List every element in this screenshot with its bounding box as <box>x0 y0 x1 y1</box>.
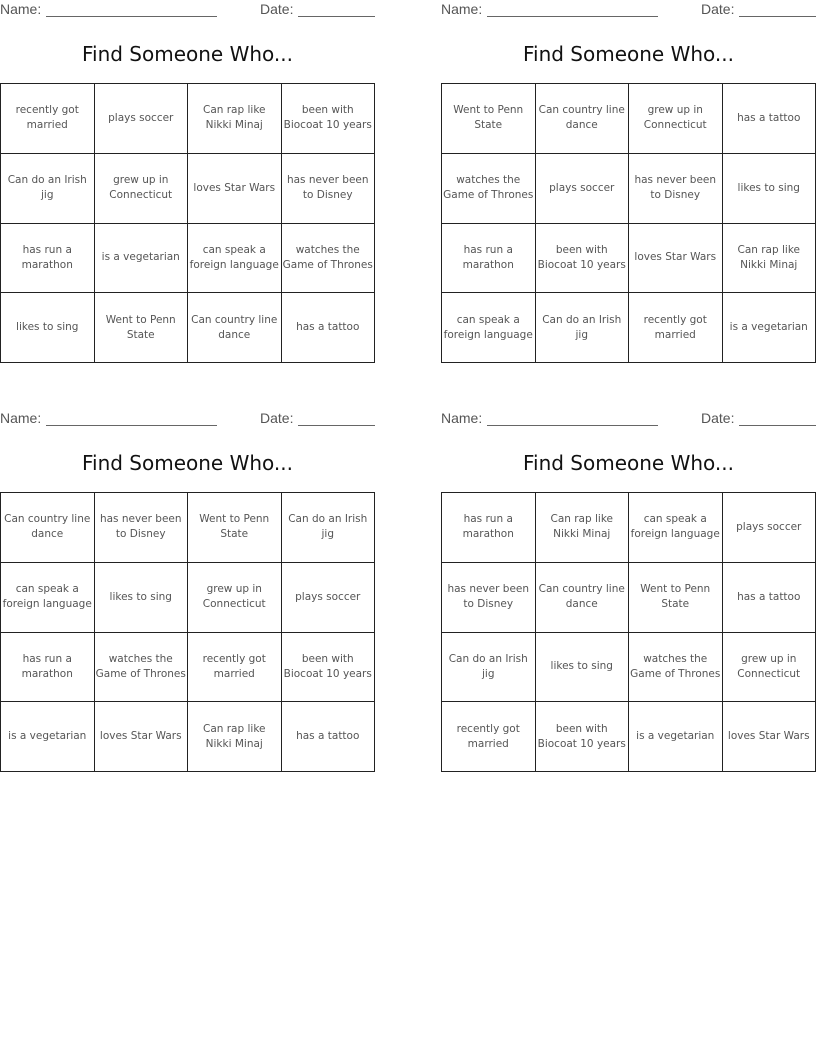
bingo-cell: can speak a foreign language <box>1 563 95 633</box>
bingo-cell: has a tattoo <box>282 702 376 772</box>
bingo-cell: Can country line dance <box>536 84 630 154</box>
bingo-card <box>441 0 816 365</box>
bingo-cell: grew up in Connecticut <box>629 84 723 154</box>
bingo-cell: has never been to Disney <box>442 563 536 633</box>
date-label: Date: <box>260 1 294 17</box>
bingo-cell: been with Biocoat 10 years <box>536 224 630 294</box>
date-line <box>739 16 816 17</box>
bingo-cell: grew up in Connecticut <box>95 154 189 224</box>
bingo-cell: Can do an Irish jig <box>442 633 536 703</box>
bingo-cell: Can rap like Nikki Minaj <box>188 84 282 154</box>
date-line <box>739 425 816 426</box>
bingo-cell: been with Biocoat 10 years <box>282 633 376 703</box>
date-label: Date: <box>701 1 735 17</box>
bingo-cell: recently got married <box>1 84 95 154</box>
bingo-cell: likes to sing <box>723 154 816 224</box>
name-line <box>487 425 658 426</box>
bingo-cell: has a tattoo <box>723 84 816 154</box>
bingo-cell: is a vegetarian <box>1 702 95 772</box>
bingo-cell: watches the Game of Thrones <box>95 633 189 703</box>
bingo-cell: watches the Game of Thrones <box>442 154 536 224</box>
bingo-cell: Can country line dance <box>536 563 630 633</box>
date-line <box>298 16 375 17</box>
bingo-cell: Can do an Irish jig <box>1 154 95 224</box>
bingo-cell: has run a marathon <box>1 633 95 703</box>
bingo-cell: loves Star Wars <box>188 154 282 224</box>
bingo-cell: is a vegetarian <box>629 702 723 772</box>
bingo-cell: been with Biocoat 10 years <box>282 84 376 154</box>
bingo-cell: grew up in Connecticut <box>188 563 282 633</box>
bingo-cell: has run a marathon <box>442 493 536 563</box>
bingo-cell: Went to Penn State <box>188 493 282 563</box>
name-label: Name: <box>441 410 483 426</box>
bingo-cell: Can rap like Nikki Minaj <box>536 493 630 563</box>
bingo-cell: plays soccer <box>723 493 816 563</box>
bingo-cell: loves Star Wars <box>629 224 723 294</box>
bingo-grid <box>0 492 375 772</box>
bingo-grid <box>441 83 816 363</box>
bingo-cell: recently got married <box>188 633 282 703</box>
bingo-cell: loves Star Wars <box>723 702 816 772</box>
name-label: Name: <box>441 1 483 17</box>
bingo-cell: Can rap like Nikki Minaj <box>188 702 282 772</box>
date-label: Date: <box>701 410 735 426</box>
bingo-cell: Went to Penn State <box>442 84 536 154</box>
bingo-cell: Can rap like Nikki Minaj <box>723 224 816 294</box>
date-line <box>298 425 375 426</box>
card-title: Find Someone Who... <box>81 42 294 66</box>
bingo-cell: recently got married <box>442 702 536 772</box>
bingo-cell: has never been to Disney <box>629 154 723 224</box>
bingo-cell: been with Biocoat 10 years <box>536 702 630 772</box>
bingo-cell: has a tattoo <box>723 563 816 633</box>
bingo-cell: loves Star Wars <box>95 702 189 772</box>
bingo-cell: likes to sing <box>1 293 95 363</box>
name-date-header <box>0 1 375 21</box>
card-title: Find Someone Who... <box>522 451 735 475</box>
bingo-cell: recently got married <box>629 293 723 363</box>
bingo-cell: has a tattoo <box>282 293 376 363</box>
bingo-cell: can speak a foreign language <box>188 224 282 294</box>
bingo-card <box>0 0 375 365</box>
bingo-cell: grew up in Connecticut <box>723 633 816 703</box>
bingo-cell: can speak a foreign language <box>629 493 723 563</box>
bingo-cell: has run a marathon <box>1 224 95 294</box>
bingo-cell: is a vegetarian <box>95 224 189 294</box>
bingo-cell: plays soccer <box>95 84 189 154</box>
name-label: Name: <box>0 410 42 426</box>
name-line <box>46 425 217 426</box>
bingo-cell: is a vegetarian <box>723 293 816 363</box>
bingo-cell: watches the Game of Thrones <box>282 224 376 294</box>
bingo-cell: has never been to Disney <box>95 493 189 563</box>
bingo-cell: can speak a foreign language <box>442 293 536 363</box>
name-line <box>46 16 217 17</box>
bingo-card <box>441 409 816 774</box>
bingo-cell: Can country line dance <box>1 493 95 563</box>
bingo-cell: Went to Penn State <box>629 563 723 633</box>
name-date-header <box>0 410 375 430</box>
bingo-grid <box>0 83 375 363</box>
bingo-cell: likes to sing <box>95 563 189 633</box>
bingo-cell: has never been to Disney <box>282 154 376 224</box>
name-label: Name: <box>0 1 42 17</box>
bingo-cell: Can do an Irish jig <box>282 493 376 563</box>
name-date-header <box>441 410 816 430</box>
bingo-cell: Can do an Irish jig <box>536 293 630 363</box>
bingo-cell: plays soccer <box>282 563 376 633</box>
bingo-cell: Can country line dance <box>188 293 282 363</box>
date-label: Date: <box>260 410 294 426</box>
bingo-cell: has run a marathon <box>442 224 536 294</box>
bingo-grid <box>441 492 816 772</box>
card-title: Find Someone Who... <box>81 451 294 475</box>
bingo-card <box>0 409 375 774</box>
name-date-header <box>441 1 816 21</box>
bingo-cell: plays soccer <box>536 154 630 224</box>
bingo-cell: watches the Game of Thrones <box>629 633 723 703</box>
bingo-cell: likes to sing <box>536 633 630 703</box>
card-title: Find Someone Who... <box>522 42 735 66</box>
bingo-cell: Went to Penn State <box>95 293 189 363</box>
name-line <box>487 16 658 17</box>
